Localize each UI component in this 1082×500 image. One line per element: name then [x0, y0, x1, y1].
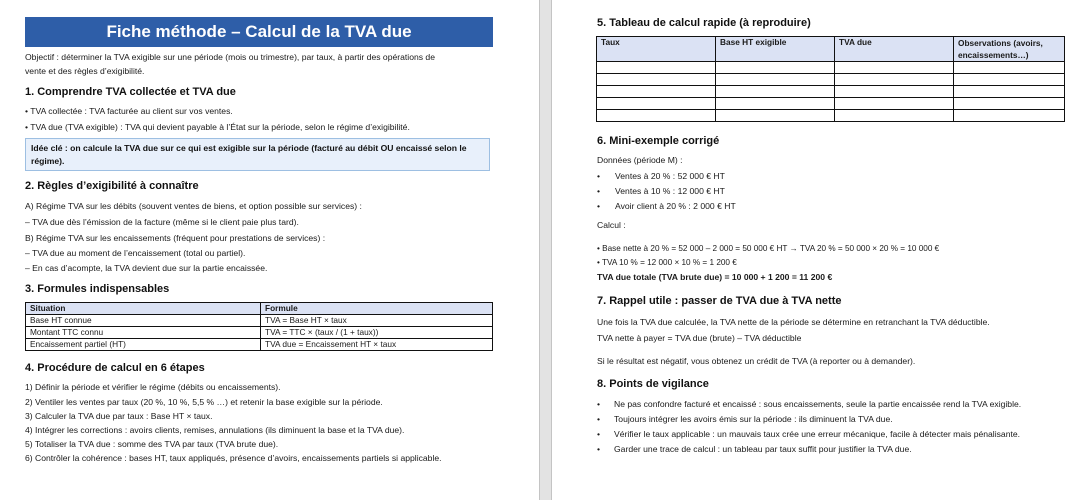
- objective-line-1: Objectif : déterminer la TVA exigible sur une période (mois ou trimestre), par taux, à partir des opérations de: [25, 52, 435, 62]
- section-5-heading: 5. Tableau de calcul rapide (à reproduire): [597, 17, 811, 29]
- table-row[interactable]: [597, 74, 1065, 86]
- table-cell[interactable]: [716, 74, 835, 86]
- table-cell[interactable]: [954, 62, 1065, 74]
- example-data-item: • Avoir client à 20 % : 2 000 € HT: [597, 201, 736, 211]
- table-cell[interactable]: [835, 74, 954, 86]
- section-1-item: • TVA due (TVA exigible) : TVA qui devient payable à l’État sur la période, selon le régime d’exigibilité.: [25, 122, 410, 132]
- table-cell[interactable]: [835, 98, 954, 110]
- objective-line-2: vente et des règles d’exigibilité.: [25, 66, 145, 76]
- section-2-heading: 2. Règles d’exigibilité à connaître: [25, 180, 199, 192]
- section-2-line: B) Régime TVA sur les encaissements (fréquent pour prestations de services) :: [25, 233, 326, 243]
- table-cell: TVA = TTC × (taux / (1 + taux)): [261, 327, 493, 339]
- key-idea-callout: Idée clé : on calcule la TVA due sur ce qui est exigible sur la période (facturé au débit OU encaissé selon le régime).: [25, 138, 490, 171]
- procedure-step: 3) Calculer la TVA due par taux : Base HT × taux.: [25, 411, 213, 421]
- table-row[interactable]: [597, 62, 1065, 74]
- procedure-step: 6) Contrôler la cohérence : bases HT, taux appliqués, présence d’avoirs, encaissements partiels si applicable.: [25, 453, 442, 463]
- section-7-note: Si le résultat est négatif, vous obtenez un crédit de TVA (à reporter ou à demander).: [597, 356, 916, 366]
- section-2-line: A) Régime TVA sur les débits (souvent ventes de biens, et option possible sur services) :: [25, 201, 362, 211]
- table-header-cell: Observations (avoirs, encaissements…): [954, 37, 1065, 62]
- example-data-item: • Ventes à 10 % : 12 000 € HT: [597, 186, 725, 196]
- table-cell[interactable]: [954, 86, 1065, 98]
- table-cell[interactable]: [716, 110, 835, 122]
- procedure-step: 5) Totaliser la TVA due : somme des TVA par taux (TVA brute due).: [25, 439, 279, 449]
- bullet-icon: •: [597, 171, 601, 181]
- example-calc-label: Calcul :: [597, 220, 626, 230]
- section-7-line: TVA nette à payer = TVA due (brute) – TVA déductible: [597, 333, 802, 343]
- vigilance-item: • Ne pas confondre facturé et encaissé : sous encaissements, seule la partie encaissée rend la TVA exigible.: [597, 399, 1022, 409]
- section-2-line: – TVA due au moment de l’encaissement (total ou partiel).: [25, 248, 246, 258]
- example-data-label: Données (période M) :: [597, 155, 683, 165]
- example-data-item: • Ventes à 20 % : 52 000 € HT: [597, 171, 725, 181]
- section-3-heading: 3. Formules indispensables: [25, 283, 170, 295]
- vigilance-item: • Toujours intégrer les avoirs émis sur la période : ils diminuent la TVA due.: [597, 414, 893, 424]
- section-2-line: – En cas d’acompte, la TVA devient due sur la partie encaissée.: [25, 263, 268, 273]
- table-row[interactable]: [597, 110, 1065, 122]
- table-row: [26, 339, 493, 351]
- vigilance-item: • Vérifier le taux applicable : un mauvais taux crée une erreur mécanique, facile à détecter mais pénalisante.: [597, 429, 1021, 439]
- bullet-icon: •: [597, 444, 601, 454]
- section-4-heading: 4. Procédure de calcul en 6 étapes: [25, 362, 205, 374]
- formulas-table: [25, 302, 493, 351]
- document-title[interactable]: Fiche méthode – Calcul de la TVA due: [25, 17, 493, 47]
- table-header-cell: TVA due: [835, 37, 954, 62]
- table-cell: TVA = Base HT × taux: [261, 315, 493, 327]
- table-cell[interactable]: [597, 62, 716, 74]
- table-cell[interactable]: [954, 74, 1065, 86]
- table-header-cell: Base HT exigible: [716, 37, 835, 62]
- table-cell[interactable]: [954, 98, 1065, 110]
- table-cell[interactable]: [597, 86, 716, 98]
- table-cell[interactable]: [597, 74, 716, 86]
- section-1-item: • TVA collectée : TVA facturée au client sur vos ventes.: [25, 106, 233, 116]
- section-1-heading: 1. Comprendre TVA collectée et TVA due: [25, 86, 236, 98]
- table-row[interactable]: [597, 98, 1065, 110]
- example-total: TVA due totale (TVA brute due) = 10 000 + 1 200 = 11 200 €: [597, 272, 833, 282]
- table-cell: Montant TTC connu: [26, 327, 261, 339]
- procedure-step: 1) Définir la période et vérifier le régime (débits ou encaissements).: [25, 382, 281, 392]
- procedure-step: 2) Ventiler les ventes par taux (20 %, 10 %, 5,5 % …) et retenir la base exigible sur la période.: [25, 397, 383, 407]
- document-page-2: [552, 0, 1082, 500]
- bullet-icon: •: [597, 399, 601, 409]
- table-row: [26, 327, 493, 339]
- page-gutter: [539, 0, 552, 500]
- table-row: [26, 315, 493, 327]
- section-8-heading: 8. Points de vigilance: [597, 378, 709, 390]
- table-row[interactable]: [597, 86, 1065, 98]
- bullet-icon: •: [597, 414, 601, 424]
- bullet-icon: •: [597, 186, 601, 196]
- section-7-line: Une fois la TVA due calculée, la TVA nette de la période se détermine en retranchant la TVA déductible.: [597, 317, 990, 327]
- bullet-icon: •: [597, 201, 601, 211]
- table-header-cell: Situation: [26, 303, 261, 315]
- procedure-step: 4) Intégrer les corrections : avoirs clients, remises, annulations (ils diminuent la base et la TVA due).: [25, 425, 405, 435]
- table-cell: Base HT connue: [26, 315, 261, 327]
- vigilance-item: • Garder une trace de calcul : un tableau par taux suffit pour justifier la TVA due.: [597, 444, 912, 454]
- table-header-cell: Formule: [261, 303, 493, 315]
- section-7-heading: 7. Rappel utile : passer de TVA due à TVA nette: [597, 295, 842, 307]
- table-cell[interactable]: [716, 86, 835, 98]
- table-cell[interactable]: [835, 110, 954, 122]
- table-cell[interactable]: [597, 98, 716, 110]
- table-cell: TVA due = Encaissement HT × taux: [261, 339, 493, 351]
- table-cell[interactable]: [835, 86, 954, 98]
- table-cell[interactable]: [716, 98, 835, 110]
- table-cell[interactable]: [716, 62, 835, 74]
- document-page-1: [0, 0, 539, 500]
- example-calc-line: • TVA 10 % = 12 000 × 10 % = 1 200 €: [597, 258, 737, 267]
- quick-calc-table: [596, 36, 1065, 122]
- table-cell: Encaissement partiel (HT): [26, 339, 261, 351]
- section-2-line: – TVA due dès l’émission de la facture (même si le client paie plus tard).: [25, 217, 299, 227]
- table-cell[interactable]: [835, 62, 954, 74]
- bullet-icon: •: [597, 429, 601, 439]
- table-cell[interactable]: [597, 110, 716, 122]
- table-cell[interactable]: [954, 110, 1065, 122]
- table-header-cell: Taux: [597, 37, 716, 62]
- section-6-heading: 6. Mini-exemple corrigé: [597, 135, 720, 147]
- example-calc-line: • Base nette à 20 % = 52 000 – 2 000 = 50 000 € HT → TVA 20 % = 50 000 × 20 % = 10 000 €: [597, 244, 940, 253]
